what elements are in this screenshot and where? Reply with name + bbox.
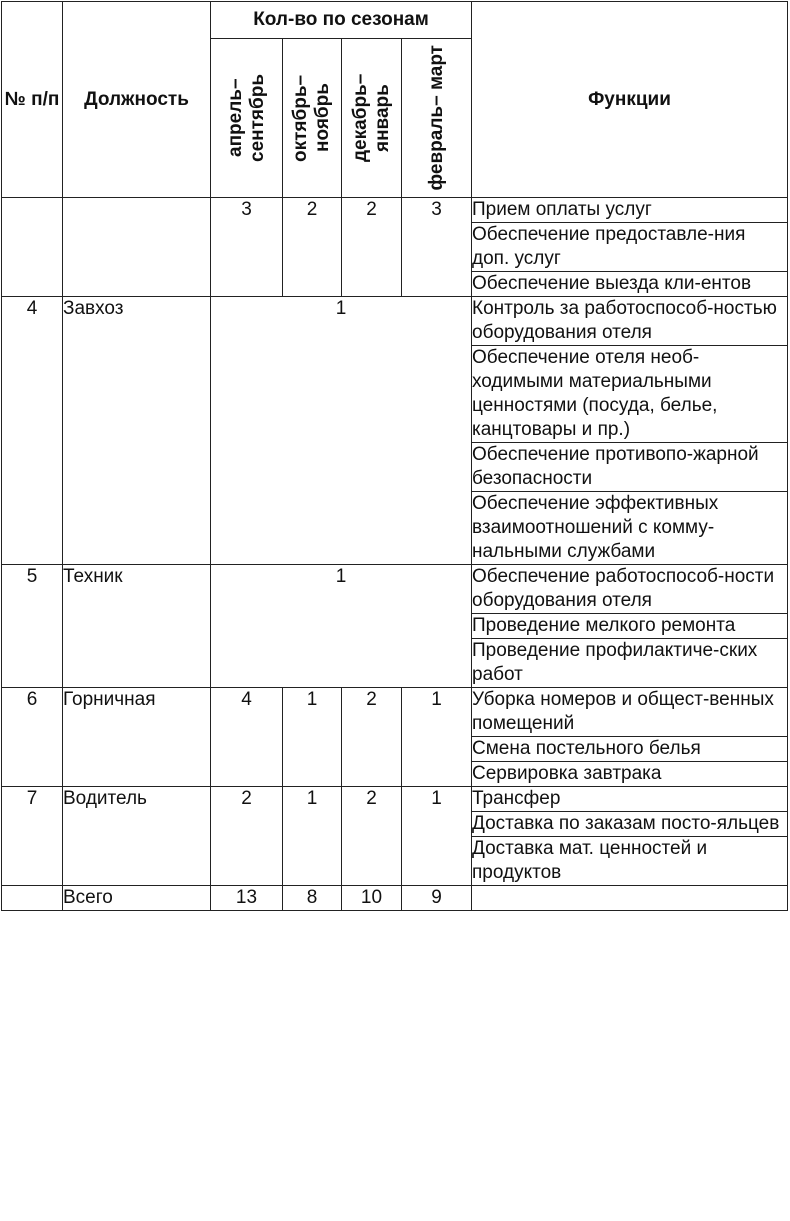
season-count: 3	[211, 198, 283, 297]
row-number: 4	[2, 297, 63, 565]
function-item: Обеспечение работоспособ-ности оборудования отеля	[472, 565, 788, 614]
season-count: 1	[402, 688, 472, 787]
header-season-4	[402, 39, 472, 198]
header-season-group-text: Кол-во по сезонам	[253, 9, 429, 30]
function-item: Обеспечение предоставле-ния доп. услуг	[472, 223, 788, 272]
season-count: 2	[211, 787, 283, 886]
season-count: 2	[342, 787, 402, 886]
header-num	[2, 2, 63, 198]
header-functions-text: Функции	[588, 88, 671, 110]
header-position-text: Должность	[84, 88, 189, 110]
table-row	[2, 198, 788, 223]
function-item: Уборка номеров и общест-венных помещений	[472, 688, 788, 737]
season-count-all: 1	[211, 297, 472, 565]
row-number	[2, 198, 63, 297]
total-label: Всего	[63, 886, 211, 911]
function-item: Прием оплаты услуг	[472, 198, 788, 223]
total-count: 13	[211, 886, 283, 911]
function-item: Обеспечение противопо-жарной безопасности	[472, 443, 788, 492]
table-row	[2, 787, 788, 812]
season-label: октябрь– ноябрь	[290, 74, 333, 162]
header-functions	[472, 2, 788, 198]
row-number: 6	[2, 688, 63, 787]
season-count: 1	[283, 688, 342, 787]
season-count: 4	[211, 688, 283, 787]
function-item: Сервировка завтрака	[472, 762, 788, 787]
position-name: Горничная	[63, 688, 211, 787]
position-name: Завхоз	[63, 297, 211, 565]
total-num-cell	[2, 886, 63, 911]
position-name: Техник	[63, 565, 211, 688]
total-count: 8	[283, 886, 342, 911]
season-count: 1	[402, 787, 472, 886]
season-count: 2	[342, 198, 402, 297]
function-item: Обеспечение отеля необ-ходимыми материальными ценностями (посуда, белье, канцтовары и пр.)	[472, 346, 788, 443]
season-count: 1	[283, 787, 342, 886]
function-item: Трансфер	[472, 787, 788, 812]
header-season-group	[211, 2, 472, 39]
season-count: 2	[342, 688, 402, 787]
position-name: Водитель	[63, 787, 211, 886]
season-label: февраль– март	[425, 45, 447, 191]
function-item: Обеспечение эффективных взаимоотношений с комму-нальными службами	[472, 492, 788, 565]
total-count: 9	[402, 886, 472, 911]
row-number: 7	[2, 787, 63, 886]
total-row	[2, 886, 788, 911]
position-name	[63, 198, 211, 297]
table-row	[2, 565, 788, 614]
table-row	[2, 688, 788, 737]
function-item: Контроль за работоспособ-ностью оборудования отеля	[472, 297, 788, 346]
function-item: Проведение мелкого ремонта	[472, 614, 788, 639]
season-label: апрель– сентябрь	[224, 73, 268, 163]
total-count: 10	[342, 886, 402, 911]
season-label: декабрь– январь	[349, 73, 393, 163]
total-functions-cell	[472, 886, 788, 911]
function-item: Проведение профилактиче-ских работ	[472, 639, 788, 688]
function-item: Смена постельного белья	[472, 737, 788, 762]
table-body	[2, 198, 788, 911]
function-item: Доставка мат. ценностей и продуктов	[472, 837, 788, 886]
row-number: 5	[2, 565, 63, 688]
season-count-all: 1	[211, 565, 472, 688]
function-item: Обеспечение выезда кли-ентов	[472, 272, 788, 297]
staff-table	[1, 1, 788, 911]
header-season-1	[211, 39, 283, 198]
header-season-3	[342, 39, 402, 198]
season-count: 3	[402, 198, 472, 297]
function-item: Доставка по заказам посто-яльцев	[472, 812, 788, 837]
table-row	[2, 297, 788, 346]
season-count: 2	[283, 198, 342, 297]
header-num-text: № п/п	[4, 88, 60, 110]
header-season-2	[283, 39, 342, 198]
header-position	[63, 2, 211, 198]
